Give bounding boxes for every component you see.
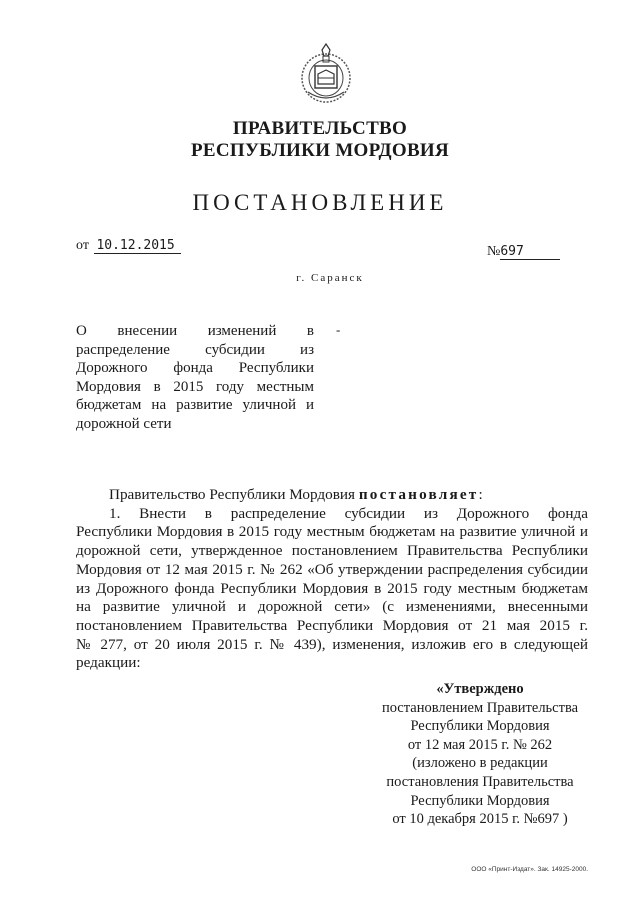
intro-suffix: : — [478, 486, 483, 503]
approval-line: от 12 мая 2015 г. № 262 — [407, 736, 553, 753]
subject-line: бюджетам на развитие уличной и — [76, 397, 314, 414]
paragraph-line: Республики Мордовия в 2015 году местным бюджетам на развитие уличной и — [76, 523, 588, 541]
intro-line — [76, 486, 588, 505]
date-field — [76, 238, 181, 254]
paragraph-line: 1. Внести в распределение субсидии из Дорожного фонда — [109, 504, 588, 522]
decree-body — [76, 486, 588, 673]
subject-line: О внесении изменений в — [76, 323, 314, 339]
document-type-title: ПОСТАНОВЛЕНИЕ — [192, 190, 448, 215]
approval-line: Республики Мордовия — [410, 792, 550, 809]
number-prefix: № — [487, 244, 501, 259]
printer-imprint: ООО «Принт-Издат». Зак. 14925-2000. — [471, 866, 588, 873]
date-prefix: от — [76, 238, 89, 253]
paragraph-line: постановлением Правительства Республики Мордовия от 21 мая 2015 г. — [76, 616, 588, 634]
subject-line: дорожной сети — [76, 415, 172, 432]
approval-line: от 10 декабря 2015 г. №697 ) — [392, 811, 568, 828]
approval-line: постановлением Правительства — [381, 699, 579, 716]
date-value: 10.12.2015 — [94, 238, 180, 254]
decree-verb: постановляет — [358, 486, 479, 503]
paragraph-line: на развитие уличной и дорожной сети» (с изменениями, внесенными — [76, 598, 588, 616]
paragraph-line: из Дорожного фонда Республики Мордовия в 2015 году местным бюджетам — [76, 579, 588, 597]
side-mark: - — [336, 322, 341, 337]
approval-line: постановления Правительства — [386, 773, 574, 790]
paragraph-line: редакции: — [76, 654, 141, 672]
intro-prefix: Правительство Республики Мордовия — [109, 486, 359, 503]
approval-stamp-block — [372, 680, 588, 829]
approval-line: (изложено в редакции — [412, 755, 548, 772]
number-value: 697 — [500, 244, 560, 260]
paragraph-line: № 277, от 20 июля 2015 г. № 439), изменения, изложив его в следующей — [76, 635, 588, 653]
approval-line: «Утверждено — [436, 681, 524, 697]
subject-line: распределение субсидии из — [76, 341, 314, 358]
government-title-line1: ПРАВИТЕЛЬСТВО — [232, 118, 408, 139]
number-field — [487, 244, 560, 260]
decree-subject — [76, 322, 314, 434]
subject-line: Мордовия в 2015 году местным — [76, 378, 314, 395]
government-title-line2: РЕСПУБЛИКИ МОРДОВИЯ — [190, 140, 450, 161]
approval-line: Республики Мордовия — [410, 718, 550, 735]
coat-of-arms-emblem — [296, 40, 356, 106]
paragraph-line: Мордовия от 12 мая 2015 г. № 262 «Об утверждении распределения субсидии — [76, 560, 588, 578]
paragraph-line: дорожной сети, утвержденное постановлением Правительства Республики — [76, 542, 588, 560]
subject-line: Дорожного фонда Республики — [76, 360, 314, 377]
city-line: г. Саранск — [296, 272, 364, 284]
